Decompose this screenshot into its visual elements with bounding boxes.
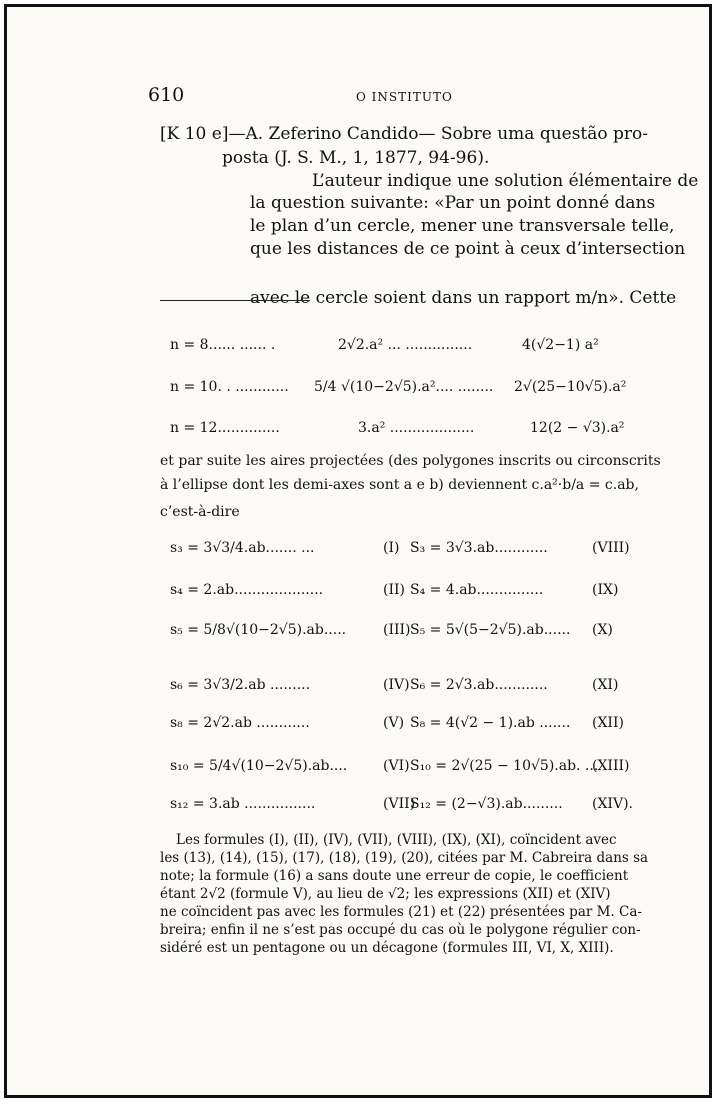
formula-number: (V) [383,715,405,731]
formula-inscribed: s₄ = 2.ab.................... [170,582,324,598]
formula-inscribed: s₅ = 5/8√(10−2√5).ab..... [170,622,347,638]
body-line: à l’ellipse dont les demi-axes sont a e b) deviennent c.a²·b/a = c.ab, [160,477,639,493]
formula-number: (I) [383,540,400,556]
body-line: et par suite les aires projectées (des polygones inscrits ou circonscrits [160,453,661,469]
formula-number: (IX) [592,582,619,598]
table-row-label: n = 8...... ...... . [170,337,276,353]
closing-line: les (13), (14), (15), (17), (18), (19), (20), citées par M. Cabreira dans sa [160,850,649,866]
closing-line: note; la formule (16) a sans doute une erreur de copie, le coefficient [160,868,629,884]
table-row-label: n = 10. . ............ [170,379,289,395]
section-rule [160,300,310,301]
formula-circumscribed: S₆ = 2√3.ab............ [410,677,548,693]
formula-number: (III) [383,622,411,638]
formula-circumscribed: S₁₀ = 2√(25 − 10√5).ab. ... [410,758,599,774]
table-row-label: n = 12.............. [170,420,280,436]
formula-circumscribed: S₈ = 4(√2 − 1).ab ....... [410,715,571,731]
formula-number: (XIV). [592,796,633,812]
paragraph-line: L’auteur indique une solution élémentaire de [312,171,699,191]
closing-line: ne coïncident pas avec les formules (21) et (22) présentées par M. Ca- [160,904,642,920]
formula-circumscribed: S₄ = 4.ab............... [410,582,544,598]
body-line: c’est-à-dire [160,504,240,520]
formula-inscribed: s₁₂ = 3.ab ................ [170,796,316,812]
formula-number: (II) [383,582,405,598]
formula-number: (IV) [383,677,410,693]
running-head: O INSTITUTO [356,90,453,104]
formula-number: (XII) [592,715,624,731]
entry-heading-line-1: [K 10 e]—A. Zeferino Candido— Sobre uma questão pro- [160,124,649,144]
closing-line: breira; enfin il ne s’est pas occupé du cas où le polygone régulier con- [160,922,641,938]
formula-circumscribed: S₅ = 5√(5−2√5).ab...... [410,622,571,638]
formula-number: (X) [592,622,613,638]
page-number: 610 [148,84,185,106]
paragraph-line: la question suivante: «Par un point donné dans [250,193,656,213]
formula-number: (VI) [383,758,410,774]
entry-heading-line-2: posta (J. S. M., 1, 1877, 94-96). [222,148,490,168]
closing-line: Les formules (I), (II), (IV), (VII), (VIII), (IX), (XI), coïncident avec [176,832,617,848]
formula-inscribed: s₁₀ = 5/4√(10−2√5).ab.... [170,758,348,774]
formula-circumscribed: S₁₂ = (2−√3).ab......... [410,796,563,812]
formula-number: (VII) [383,796,416,812]
table-row-circumscribed: 2√(25−10√5).a² [514,379,627,395]
formula-circumscribed: S₃ = 3√3.ab............ [410,540,548,556]
formula-inscribed: s₃ = 3√3/4.ab....... ... [170,540,315,556]
table-row-inscribed: 2√2.a² ... ............... [338,337,473,353]
formula-number: (VIII) [592,540,630,556]
formula-number: (XIII) [592,758,630,774]
table-row-circumscribed: 4(√2−1) a² [522,337,599,353]
table-row-inscribed: 5/4 √(10−2√5).a².... ........ [314,379,494,395]
paragraph-line: avec le cercle soient dans un rapport m/n». Cette [250,288,677,308]
table-row-circumscribed: 12(2 − √3).a² [530,420,625,436]
formula-inscribed: s₆ = 3√3/2.ab ......... [170,677,311,693]
paragraph-line: que les distances de ce point à ceux d’intersection [250,239,686,259]
closing-line: étant 2√2 (formule V), au lieu de √2; les expressions (XII) et (XIV) [160,886,611,902]
table-row-inscribed: 3.a² ................... [358,420,475,436]
closing-line: sidéré est un pentagone ou un décagone (formules III, VI, X, XIII). [160,940,614,956]
formula-inscribed: s₈ = 2√2.ab ............ [170,715,310,731]
paragraph-line: le plan d’un cercle, mener une transversale telle, [250,216,675,236]
formula-number: (XI) [592,677,619,693]
